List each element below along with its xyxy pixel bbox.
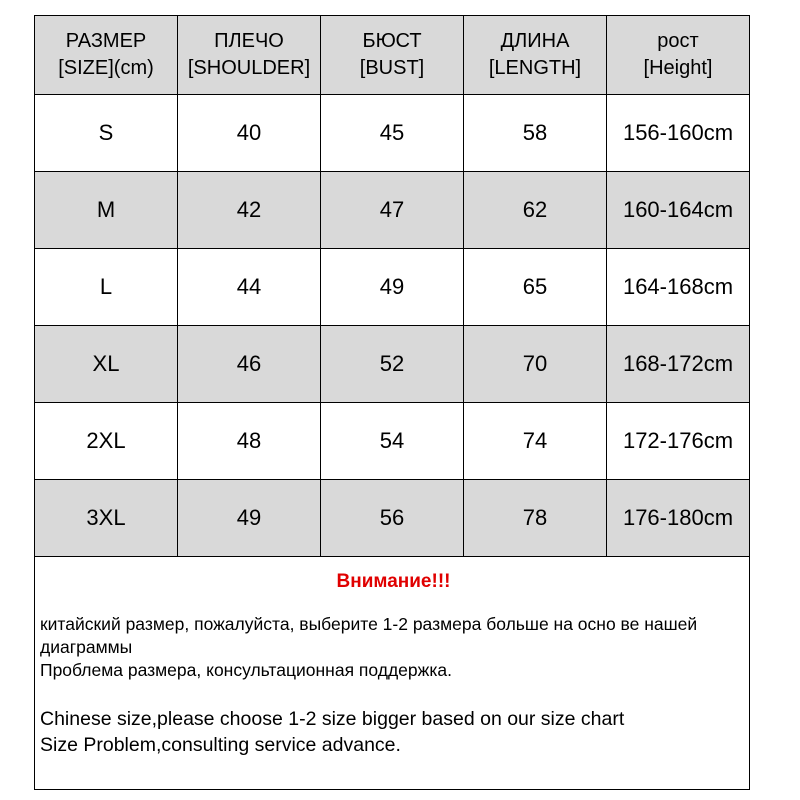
cell-size: 2XL (35, 403, 178, 480)
cell-shoulder: 46 (178, 326, 321, 403)
cell-bust: 52 (321, 326, 464, 403)
cell-height: 156-160cm (607, 95, 750, 172)
cell-shoulder: 48 (178, 403, 321, 480)
cell-bust: 45 (321, 95, 464, 172)
cell-height: 176-180cm (607, 480, 750, 557)
header-size-ru: РАЗМЕР (65, 30, 147, 52)
cell-height: 168-172cm (607, 326, 750, 403)
cell-shoulder: 49 (178, 480, 321, 557)
header-bust-ru: БЮСТ (362, 30, 422, 52)
cell-height: 160-164cm (607, 172, 750, 249)
cell-bust: 47 (321, 172, 464, 249)
header-size-en: [SIZE](cm) (58, 57, 154, 79)
table-row (35, 172, 750, 249)
header-shoulder (178, 16, 321, 95)
cell-size: XL (35, 326, 178, 403)
size-table (34, 15, 750, 557)
cell-length: 78 (464, 480, 607, 557)
header-shoulder-ru: ПЛЕЧО (214, 30, 284, 52)
header-height-en: [Height] (643, 57, 713, 79)
note-en-support: Size Problem,consulting service advance. (40, 734, 401, 756)
cell-size: L (35, 249, 178, 326)
table-row (35, 249, 750, 326)
header-length-en: [LENGTH] (488, 57, 582, 79)
cell-bust: 49 (321, 249, 464, 326)
header-length-ru: ДЛИНА (500, 30, 570, 52)
header-length (464, 16, 607, 95)
cell-length: 70 (464, 326, 607, 403)
cell-shoulder: 44 (178, 249, 321, 326)
header-shoulder-en: [SHOULDER] (187, 57, 311, 79)
cell-length: 74 (464, 403, 607, 480)
cell-shoulder: 42 (178, 172, 321, 249)
note-ru-choose-size: китайский размер, пожалуйста, выберите 1-2 размера больше на осно ве нашей диаграммы (40, 614, 698, 657)
header-bust-en: [BUST] (359, 57, 425, 79)
cell-length: 65 (464, 249, 607, 326)
cell-size: 3XL (35, 480, 178, 557)
cell-height: 164-168cm (607, 249, 750, 326)
cell-bust: 54 (321, 403, 464, 480)
note-en-choose-size: Chinese size,please choose 1-2 size bigger based on our size chart (40, 708, 625, 730)
header-height-ru: рост (657, 30, 699, 52)
header-height (607, 16, 750, 95)
table-header-row (35, 16, 750, 95)
cell-size: M (35, 172, 178, 249)
cell-shoulder: 40 (178, 95, 321, 172)
table-row (35, 95, 750, 172)
cell-height: 172-176cm (607, 403, 750, 480)
table-row (35, 403, 750, 480)
cell-size: S (35, 95, 178, 172)
table-row (35, 326, 750, 403)
cell-bust: 56 (321, 480, 464, 557)
attention-heading: Внимание!!! (336, 571, 451, 592)
header-bust (321, 16, 464, 95)
cell-length: 62 (464, 172, 607, 249)
table-row (35, 480, 750, 557)
cell-length: 58 (464, 95, 607, 172)
notes-panel (34, 557, 750, 790)
header-size (35, 16, 178, 95)
size-chart (34, 15, 750, 797)
note-ru-support: Проблема размера, консультационная поддержка. (40, 660, 452, 680)
